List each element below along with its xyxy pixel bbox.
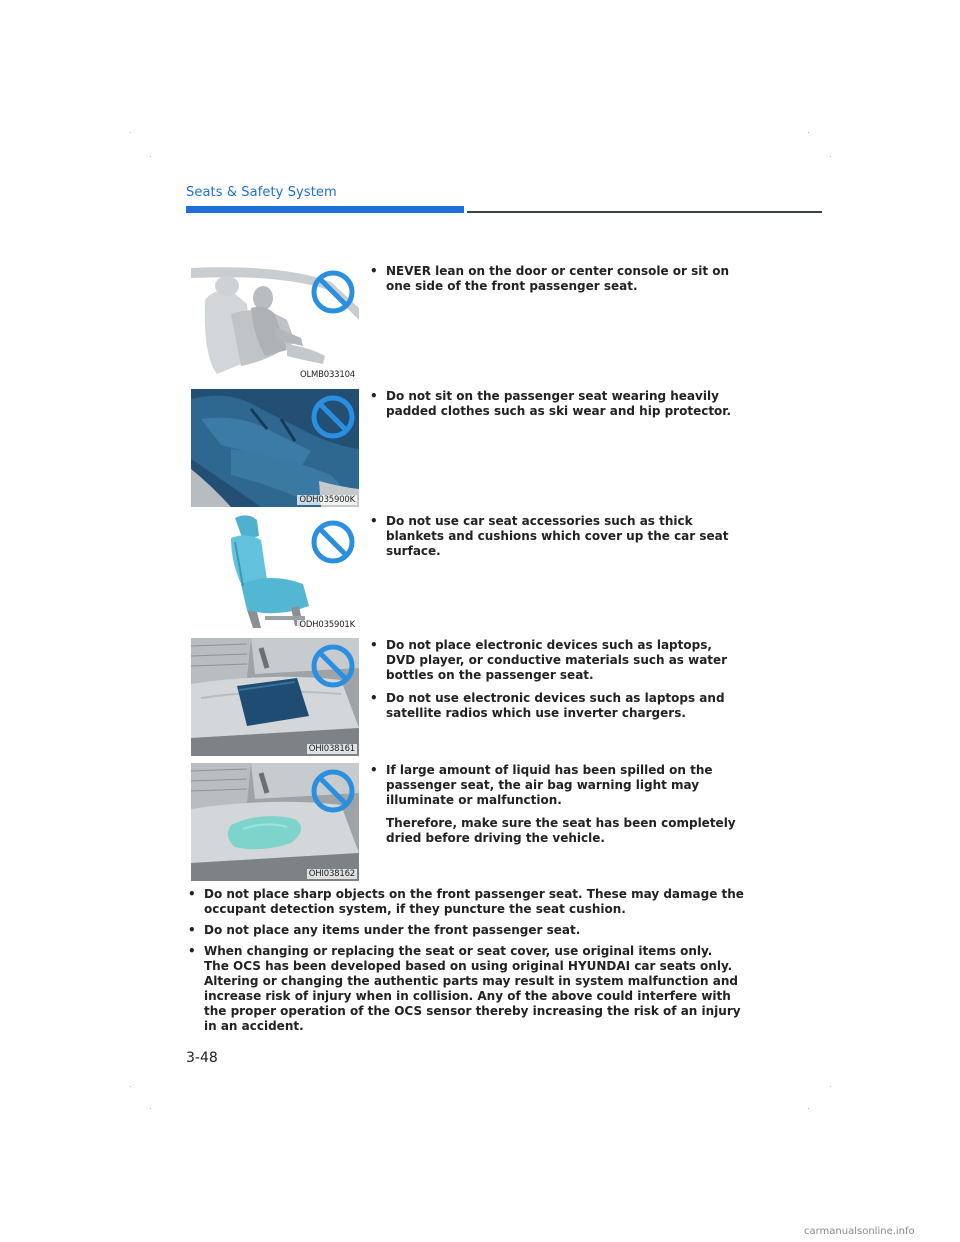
- bullet-list: [368, 514, 740, 567]
- bullet-list: [368, 638, 740, 729]
- bullet-list: [368, 763, 740, 854]
- figure-code: OLMB033104: [299, 370, 355, 380]
- figure-image: [191, 763, 359, 881]
- crop-mark: [130, 1086, 131, 1087]
- bottom-bullet-list: [186, 887, 746, 1040]
- crop-mark: [808, 132, 809, 133]
- bullet-continuation: The OCS has been developed based on using original HYUNDAI car seats only. Altering or changing the authentic parts may result in system malfunction and increase risk of injury when in collision. Any of the above could interfere with the proper operation of the OCS sensor thereby increasing the risk of an injury in an accident.: [204, 959, 741, 1033]
- bullet-item: • When changing or replacing the seat or seat cover, use original items only.: [186, 944, 746, 959]
- figure-code: OHI038161: [308, 744, 355, 754]
- figure-row-2: [191, 389, 736, 507]
- bullet-item: • Do not use electronic devices such as laptops and satellite radios which use inverter chargers.: [368, 691, 740, 721]
- bullet-item: • Do not sit on the passenger seat wearing heavily padded clothes such as ski wear and hip protector.: [368, 389, 740, 419]
- header-rule: [467, 211, 822, 213]
- figure-row-1: [191, 264, 736, 382]
- crop-mark: [830, 156, 831, 157]
- figure-image: [191, 638, 359, 756]
- header-rule-accent: [186, 206, 464, 213]
- page-number: 3-48: [186, 1050, 218, 1066]
- prohibition-icon: [309, 642, 357, 690]
- crop-mark: [830, 1086, 831, 1087]
- bullet-item: • If large amount of liquid has been spilled on the passenger seat, the air bag warning light may illuminate or malfunction.: [368, 763, 740, 808]
- watermark: carmanualsonline.info: [804, 1226, 915, 1237]
- crop-mark: [150, 1108, 151, 1109]
- bullet-item: • Do not place sharp objects on the front passenger seat. These may damage the occupant detection system, if they puncture the seat cushion.: [186, 887, 746, 917]
- bullet-item: • Do not use car seat accessories such as thick blankets and cushions which cover up the car seat surface.: [368, 514, 740, 559]
- bullet-item: • Do not place electronic devices such as laptops, DVD player, or conductive materials such as water bottles on the passenger seat.: [368, 638, 740, 683]
- prohibition-icon: [309, 268, 357, 316]
- figure-image: [191, 514, 359, 632]
- bullet-item: • NEVER lean on the door or center console or sit on one side of the front passenger seat.: [368, 264, 740, 294]
- bullet-item: • Do not place any items under the front passenger seat.: [186, 923, 746, 938]
- figure-code: OHI038162: [308, 869, 355, 879]
- bullet-list: [368, 389, 740, 427]
- crop-mark: [150, 156, 151, 157]
- crop-mark: [130, 132, 131, 133]
- crop-mark: [808, 1108, 809, 1109]
- figure-code: ODH035900K: [299, 495, 355, 505]
- figure-image: [191, 389, 359, 507]
- figure-row-3: [191, 514, 736, 632]
- prohibition-icon: [309, 393, 357, 441]
- figure-row-5: [191, 763, 736, 881]
- bullet-list: [368, 264, 740, 302]
- bullet-continuation: Therefore, make sure the seat has been completely dried before driving the vehicle.: [386, 816, 736, 845]
- figure-image: [191, 264, 359, 382]
- section-title: Seats & Safety System: [186, 185, 337, 200]
- prohibition-icon: [309, 767, 357, 815]
- figure-code: ODH035901K: [299, 620, 355, 630]
- prohibition-icon: [309, 518, 357, 566]
- figure-row-4: [191, 638, 736, 756]
